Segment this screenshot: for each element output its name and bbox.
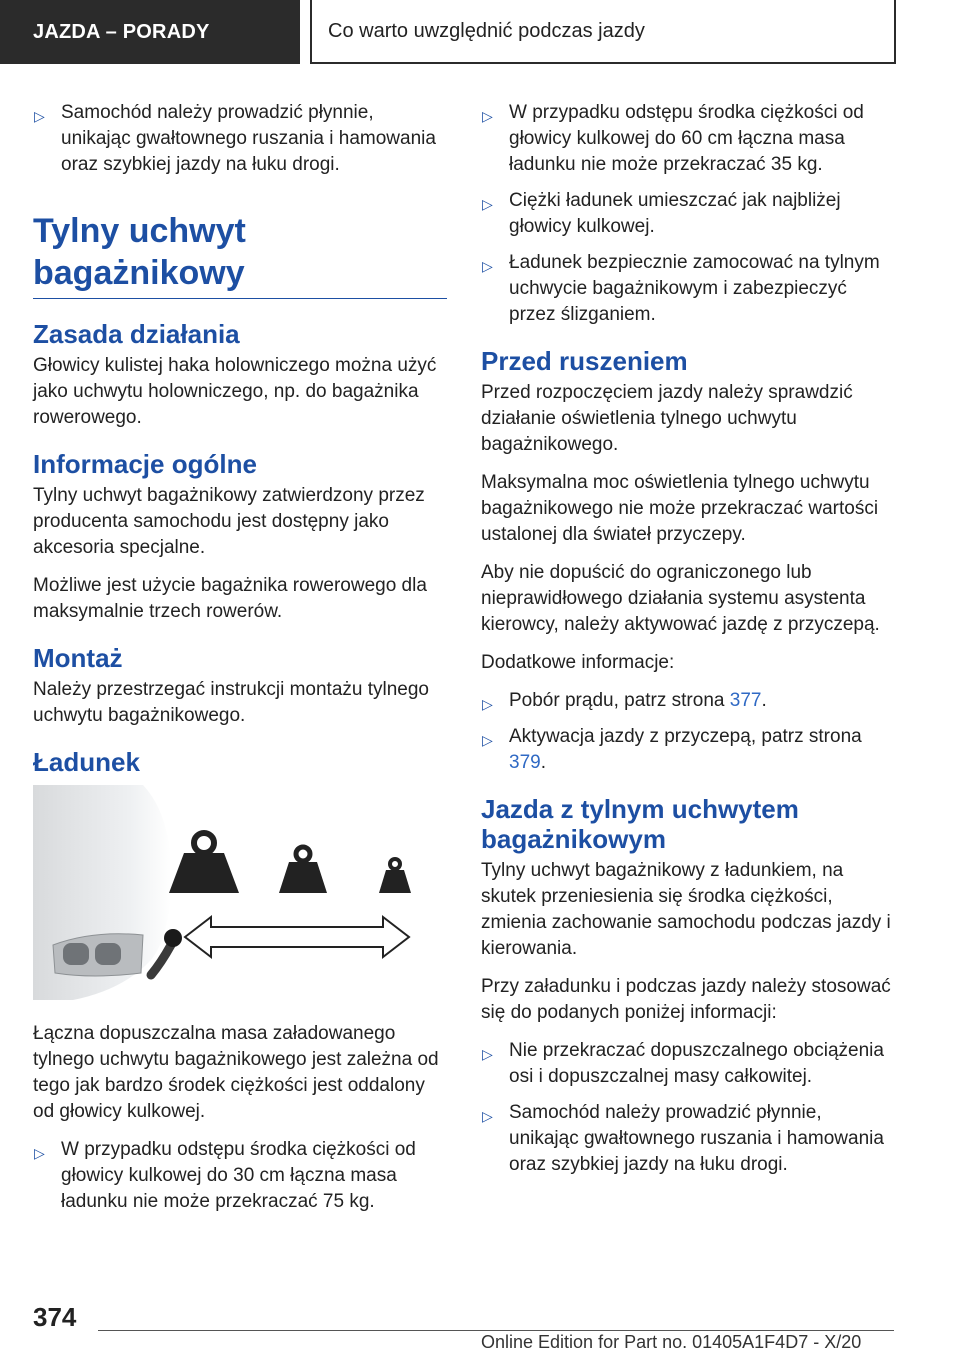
paragraph: Tylny uchwyt bagażnikowy zatwierdzony przez producenta samochodu jest dostępny jako akcesoria specjalne. [33, 485, 425, 558]
left-column [33, 100, 447, 1227]
triangle-bullet-icon: ▷ [482, 1108, 493, 1124]
tow-ball [164, 929, 182, 947]
page-footer [0, 1290, 960, 1362]
paragraph: Możliwe jest użycie bagażnika rowerowego dla maksymalnie trzech rowerów. [33, 575, 427, 622]
intro-bullet-list [33, 100, 447, 178]
list-item: ▷ W przypadku odstępu środka ciężkości od głowicy kulkowej do 30 cm łączna masa ładunku nie może przekraczać 75 kg. [34, 1139, 416, 1212]
triangle-bullet-icon: ▷ [482, 1046, 493, 1062]
triangle-bullet-icon: ▷ [34, 1145, 45, 1161]
list-item: ▷ Pobór prądu, patrz strona 377. [481, 688, 895, 714]
list-item: ▷ W przypadku odstępu środka ciężkości od głowicy kulkowej do 60 cm łączna masa ładunku nie może przekraczać 35 kg. [482, 102, 864, 175]
page-number: 374 [33, 1302, 77, 1332]
ladunek-bullet-list [33, 1137, 447, 1215]
heading-jazda: Jazda z tylnym uchwytem bagażnikowym [481, 794, 799, 854]
paragraph: Głowicy kulistej haka holowniczego można użyć jako uchwytu holowniczego, np. do bagażnika rowerowego. [33, 355, 437, 428]
info-links-list [481, 688, 895, 776]
header-section-title: JAZDA – PORADY [0, 0, 300, 64]
paragraph: Łączna dopuszczalna masa załadowanego tylnego uchwytu bagażnikowego jest zależna od tego jak bardzo środek ciężkości jest oddalony od głowicy kulkowej. [33, 1023, 439, 1122]
heading-ladunek: Ładunek [33, 747, 140, 777]
paragraph: Tylny uchwyt bagażnikowy z ładunkiem, na skutek przeniesienia się środka ciężkości, zmienia zachowanie samochodu podczas jazdy i kierowania. [481, 860, 891, 959]
paragraph: Aby nie dopuścić do ograniczonego lub nieprawidłowego działania systemu asystenta kierowcy, należy aktywować jazdę z przyczepą. [481, 562, 880, 635]
heading-zasada: Zasada działania [33, 319, 240, 349]
list-item: ▷ Samochód należy prowadzić płynnie, unikając gwałtownego ruszania i hamowania oraz szybkiej jazdy na łuku drogi. [482, 1102, 884, 1175]
list-item: ▷ Aktywacja jazdy z przyczepą, patrz strona 379. [482, 726, 862, 773]
paragraph: Dodatkowe informacje: [481, 652, 675, 673]
header-chapter-title: Co warto uwzględnić podczas jazdy [310, 0, 896, 64]
jazda-bullet-list [481, 1038, 895, 1178]
list-item: ▷ Ciężki ładunek umieszczać jak najbliżej głowicy kulkowej. [482, 190, 841, 237]
load-distance-illustration [33, 785, 447, 1000]
heading-informacje: Informacje ogólne [33, 449, 257, 479]
footer-edition-text: Online Edition for Part no. 01405A1F4D7 - X/20 [481, 1332, 862, 1352]
triangle-bullet-icon: ▷ [482, 196, 493, 212]
page-title: Tylny uchwyt bagażnikowy [33, 210, 447, 299]
page-reference-link[interactable]: 379 [509, 752, 541, 773]
triangle-bullet-icon: ▷ [482, 258, 493, 274]
paragraph: Przed rozpoczęciem jazdy należy sprawdzić działanie oświetlenia tylnego uchwytu bagażnikowego. [481, 382, 853, 455]
list-item: ▷ Samochód należy prowadzić płynnie, unikając gwałtownego ruszania i hamowania oraz szybkiej jazdy na łuku drogi. [34, 102, 436, 175]
list-item: ▷ Ładunek bezpiecznie zamocować na tylnym uchwycie bagażnikowym i zabezpieczyć przez ślizganiem. [482, 252, 880, 325]
paragraph: Należy przestrzegać instrukcji montażu tylnego uchwytu bagażnikowego. [33, 679, 430, 726]
triangle-bullet-icon: ▷ [482, 108, 493, 124]
page-reference-link[interactable]: 377 [729, 690, 762, 711]
right-column [481, 100, 895, 1190]
list-item: ▷ Nie przekraczać dopuszczalnego obciążenia osi i dopuszczalnej masy całkowitej. [482, 1040, 884, 1087]
ladunek-continued-list [481, 100, 895, 328]
heading-montaz: Montaż [33, 643, 123, 673]
footer-divider [98, 1330, 894, 1331]
heading-przed-ruszeniem: Przed ruszeniem [481, 346, 688, 376]
paragraph: Przy załadunku i podczas jazdy należy stosować się do podanych poniżej informacji: [481, 976, 891, 1023]
page-header [0, 0, 960, 66]
triangle-bullet-icon: ▷ [34, 108, 45, 124]
exhaust-pipe-shape [63, 943, 89, 965]
triangle-bullet-icon: ▷ [482, 732, 493, 748]
triangle-bullet-icon: ▷ [482, 696, 493, 712]
paragraph: Maksymalna moc oświetlenia tylnego uchwytu bagażnikowego nie może przekraczać wartości ustalonej dla świateł przyczepy. [481, 472, 879, 545]
